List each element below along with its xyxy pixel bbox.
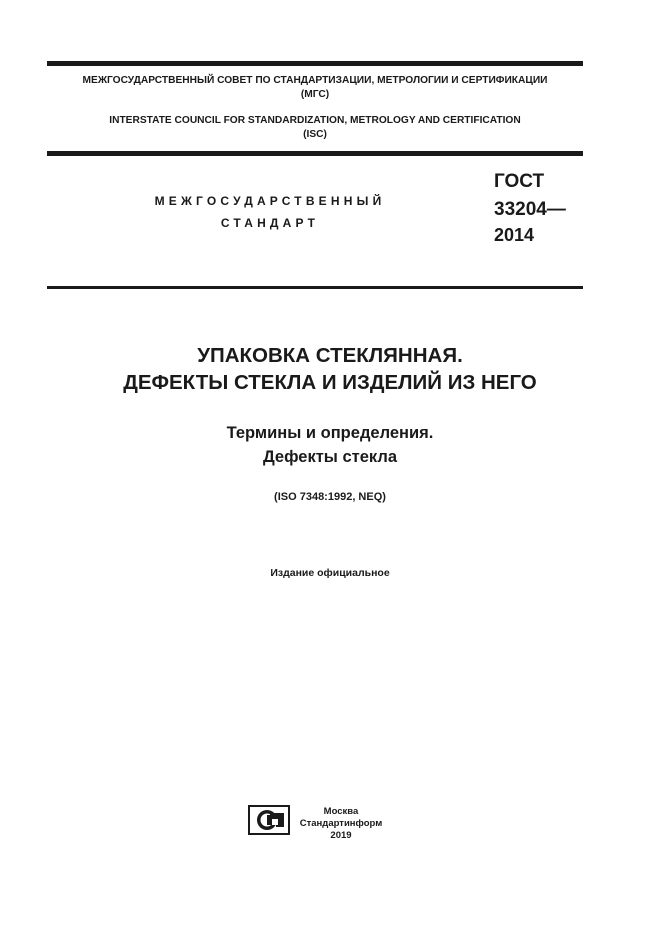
council-name-en-line1: INTERSTATE COUNCIL FOR STANDARDIZATION, METROLOGY AND CERTIFICATION	[109, 115, 521, 126]
edition-label: Издание официальное	[270, 567, 390, 579]
document-title	[47, 342, 613, 396]
council-name-en	[47, 114, 583, 142]
middle-rule	[47, 151, 583, 156]
iso-reference: (ISO 7348:1992, NEQ)	[274, 491, 386, 503]
document-subtitle-line1: Термины и определения.	[226, 424, 434, 442]
standard-type-line1: МЕЖГОСУДАРСТВЕННЫЙ	[154, 194, 386, 208]
publisher-year: 2019	[330, 830, 352, 841]
council-name-ru	[47, 74, 583, 102]
council-abbr-ru: (МГС)	[300, 89, 330, 100]
top-rule	[47, 61, 583, 66]
bottom-rule	[47, 286, 583, 289]
publisher-info	[296, 806, 386, 842]
document-title-line2: ДЕФЕКТЫ СТЕКЛА И ИЗДЕЛИЙ ИЗ НЕГО	[123, 371, 537, 394]
standard-type-label	[140, 190, 400, 234]
council-name-ru-line1: МЕЖГОСУДАРСТВЕННЫЙ СОВЕТ ПО СТАНДАРТИЗАЦИИ, МЕТРОЛОГИИ И СЕРТИФИКАЦИИ	[82, 75, 548, 86]
gost-designation	[494, 168, 566, 246]
document-title-line1: УПАКОВКА СТЕКЛЯННАЯ.	[197, 344, 463, 367]
council-abbr-en: (ISC)	[303, 129, 327, 140]
standartinform-logo-icon	[248, 805, 290, 835]
standard-type-line2: СТАНДАРТ	[220, 216, 320, 230]
gost-number: 33204—	[494, 199, 566, 220]
publisher-name: Стандартинформ	[299, 818, 383, 829]
gost-year: 2014	[494, 225, 535, 245]
gost-prefix: ГОСТ	[494, 171, 545, 192]
document-subtitle-line2: Дефекты стекла	[262, 448, 398, 466]
publisher-city: Москва	[323, 806, 359, 817]
document-subtitle	[47, 421, 613, 469]
